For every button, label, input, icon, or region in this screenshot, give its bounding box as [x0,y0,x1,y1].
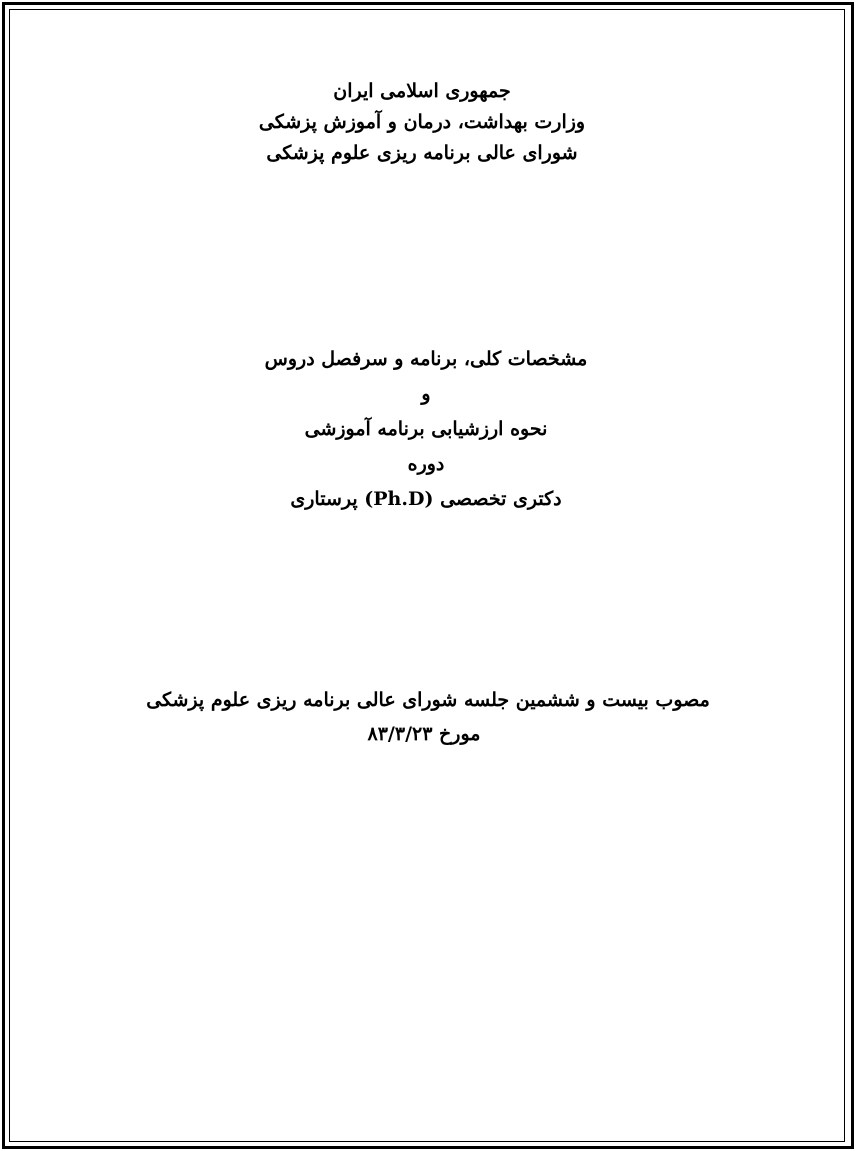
approval-session: مصوب بیست و ششمین جلسه شورای عالی برنامه ریزی علوم پزشکی [146,689,710,711]
degree-label: (Ph.D) [364,488,434,510]
title-line-2: و [421,383,431,405]
title-line-5-prefix: دکتری تخصصی [440,488,562,510]
header-ministry: وزارت بهداشت، درمان و آموزش پزشکی [258,111,586,133]
page-border-inner [9,9,845,1142]
title-line-5-suffix: پرستاری [290,488,358,510]
header-council: شورای عالی برنامه ریزی علوم پزشکی [266,142,578,164]
header-block [0,76,856,169]
date-label: مورخ [439,723,481,745]
title-line-1: مشخصات کلی، برنامه و سرفصل دروس [264,348,588,370]
title-line-5 [0,482,854,517]
title-line-3: نحوه ارزشیابی برنامه آموزشی [304,418,548,440]
document-title-block [0,342,856,517]
header-country: جمهوری اسلامی ایران [333,80,511,102]
approval-block [0,683,856,751]
date-value: ۸۳/۳/۲۳ [367,723,433,745]
title-line-4: دوره [407,453,445,475]
approval-date-line [0,717,852,751]
